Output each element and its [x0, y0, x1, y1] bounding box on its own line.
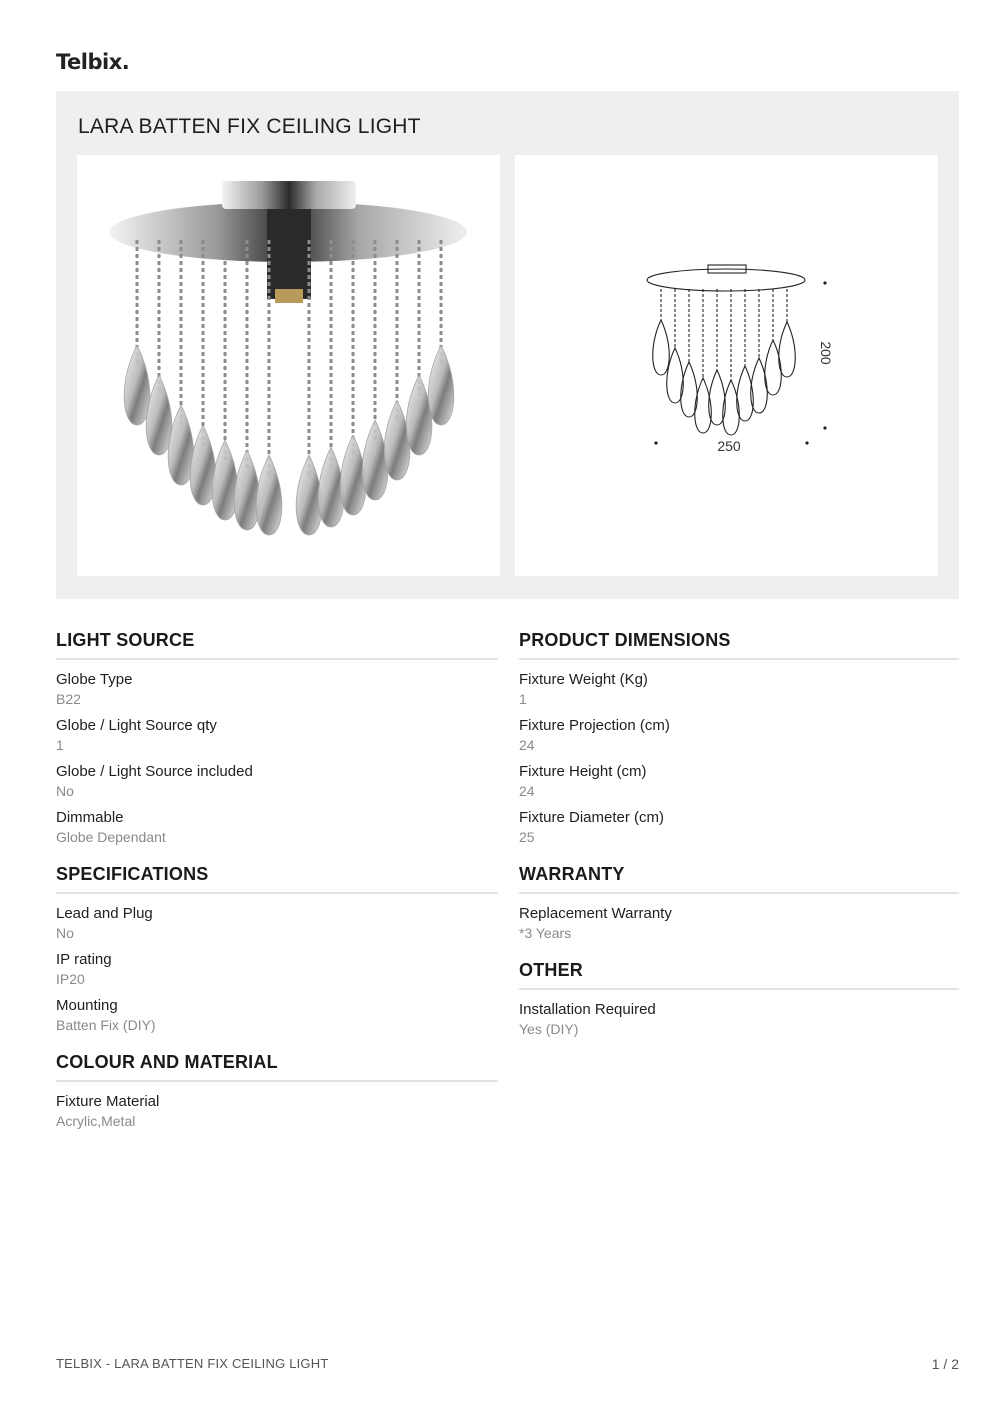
field-globe-qty	[56, 716, 498, 755]
footer-document-title: TELBIX - LARA BATTEN FIX CEILING LIGHT	[56, 1356, 329, 1371]
field-lead-and-plug	[56, 904, 498, 943]
field-label: Globe Type	[56, 671, 133, 688]
footer-page-number: 1 / 2	[931, 1356, 959, 1372]
section-title: SPECIFICATIONS	[56, 864, 498, 894]
field-value: *3 Years	[519, 925, 572, 941]
section-other	[519, 960, 959, 1039]
field-value: Batten Fix (DIY)	[56, 1017, 156, 1033]
field-ip-rating	[56, 950, 498, 989]
chandelier-line-drawing	[515, 155, 938, 576]
section-title: OTHER	[519, 960, 959, 990]
field-value: 25	[519, 829, 535, 845]
field-dimmable	[56, 808, 498, 847]
section-product-dimensions	[519, 630, 959, 847]
field-label: Fixture Material	[56, 1093, 160, 1110]
field-label: Replacement Warranty	[519, 905, 672, 922]
field-value: Acrylic,Metal	[56, 1113, 136, 1129]
field-label: Lead and Plug	[56, 905, 153, 922]
product-hero	[56, 91, 959, 599]
dimension-drawing	[515, 155, 938, 576]
field-value: Globe Dependant	[56, 829, 166, 845]
field-label: Installation Required	[519, 1001, 656, 1018]
height-dimension-label: 200	[818, 341, 834, 365]
section-colour-and-material	[56, 1052, 498, 1131]
field-value: No	[56, 783, 74, 799]
product-title: LARA BATTEN FIX CEILING LIGHT	[78, 115, 421, 138]
field-label: Fixture Diameter (cm)	[519, 809, 665, 826]
section-light-source	[56, 630, 498, 847]
product-photo	[77, 155, 500, 576]
specs-left-column	[56, 630, 498, 1148]
field-fixture-material	[56, 1092, 498, 1131]
field-label: Mounting	[56, 997, 118, 1014]
chandelier-photo-illustration	[77, 155, 500, 576]
field-installation-required	[519, 1000, 959, 1039]
field-value: 24	[519, 783, 535, 799]
width-dimension-label: 250	[717, 438, 741, 454]
section-warranty	[519, 864, 959, 943]
section-title: PRODUCT DIMENSIONS	[519, 630, 959, 660]
field-value: 1	[56, 737, 64, 753]
field-label: Fixture Projection (cm)	[519, 717, 670, 734]
section-title: WARRANTY	[519, 864, 959, 894]
field-value: B22	[56, 691, 81, 707]
field-replacement-warranty	[519, 904, 959, 943]
field-globe-included	[56, 762, 498, 801]
field-fixture-diameter	[519, 808, 959, 847]
field-label: Globe / Light Source included	[56, 763, 253, 780]
field-value: 24	[519, 737, 535, 753]
field-value: 1	[519, 691, 527, 707]
specs-right-column	[519, 630, 959, 1056]
field-label: Globe / Light Source qty	[56, 717, 217, 734]
field-label: IP rating	[56, 951, 112, 968]
field-globe-type	[56, 670, 498, 709]
field-label: Fixture Weight (Kg)	[519, 671, 648, 688]
field-fixture-height	[519, 762, 959, 801]
field-fixture-weight	[519, 670, 959, 709]
field-label: Dimmable	[56, 809, 124, 826]
section-title: COLOUR AND MATERIAL	[56, 1052, 498, 1082]
field-label: Fixture Height (cm)	[519, 763, 647, 780]
field-fixture-projection	[519, 716, 959, 755]
field-value: No	[56, 925, 74, 941]
field-mounting	[56, 996, 498, 1035]
field-value: Yes (DIY)	[519, 1021, 579, 1037]
section-title: LIGHT SOURCE	[56, 630, 498, 660]
section-specifications	[56, 864, 498, 1035]
field-value: IP20	[56, 971, 85, 987]
brand-logo: Telbix.	[56, 50, 130, 74]
